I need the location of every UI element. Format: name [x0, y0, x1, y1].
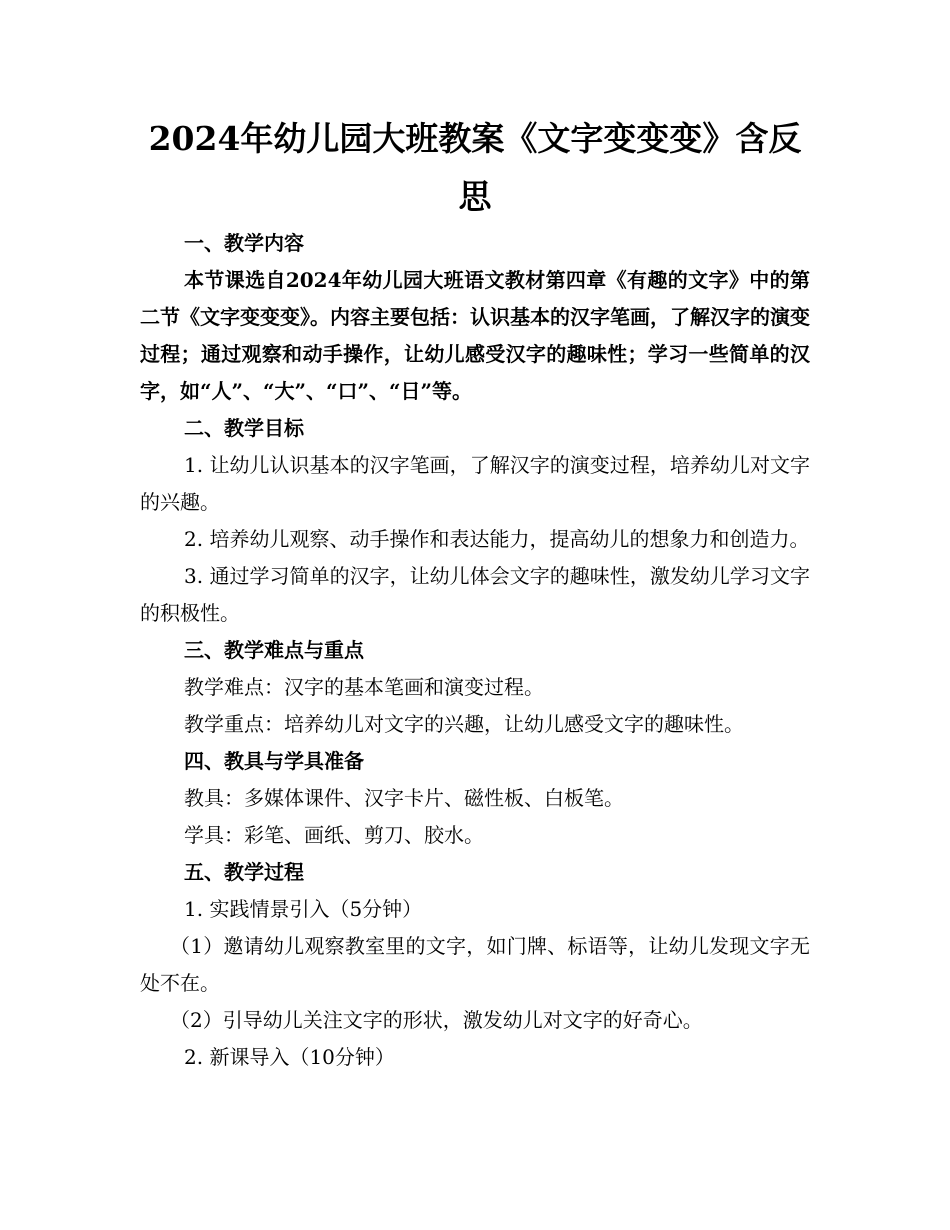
key-point-text: 教学重点：培养幼儿对文字的兴趣，让幼儿感受文字的趣味性。 [184, 712, 744, 736]
section-heading-objectives: 二、教学目标 [184, 416, 304, 440]
section-heading-process: 五、教学过程 [184, 860, 304, 884]
process-step-2: 2. 新课导入（10分钟） [184, 1045, 395, 1069]
section-heading-content: 一、教学内容 [184, 231, 304, 255]
student-materials: 学具：彩笔、画纸、剪刀、胶水。 [184, 823, 484, 847]
process-step-1-a: （1）邀请幼儿观察教室里的文字，如门牌、标语等，让幼儿发现文字无处不在。 [140, 934, 810, 995]
objective-item-1: 1. 让幼儿认识基本的汉字笔画，了解汉字的演变过程，培养幼儿对文字的兴趣。 [140, 453, 810, 514]
paragraph-content: 本节课选自2024年幼儿园大班语文教材第四章《有趣的文字》中的第二节《文字变变变》。内容主要包括：认识基本的汉字笔画，了解汉字的演变过程；通过观察和动手操作，让幼儿感受汉字的趣味性；学习一些简单的汉字，如“人”、“大”、“口”、“日”等。 [140, 268, 810, 403]
objective-item-2: 2. 培养幼儿观察、动手操作和表达能力，提高幼儿的想象力和创造力。 [184, 527, 810, 551]
document-body [140, 225, 810, 1076]
page-title: 2024年幼儿园大班教案《文字变变变》含反思 [148, 119, 802, 216]
objective-item-3: 3. 通过学习简单的汉字，让幼儿体会文字的趣味性，激发幼儿学习文字的积极性。 [140, 564, 810, 625]
section-heading-difficulties: 三、教学难点与重点 [184, 638, 364, 662]
process-step-1: 1. 实践情景引入（5分钟） [184, 897, 423, 921]
teacher-materials: 教具：多媒体课件、汉字卡片、磁性板、白板笔。 [184, 786, 624, 810]
process-step-1-b: （2）引导幼儿关注文字的形状，激发幼儿对文字的好奇心。 [170, 1008, 703, 1032]
section-heading-materials: 四、教具与学具准备 [184, 749, 364, 773]
difficulty-text: 教学难点：汉字的基本笔画和演变过程。 [184, 675, 544, 699]
